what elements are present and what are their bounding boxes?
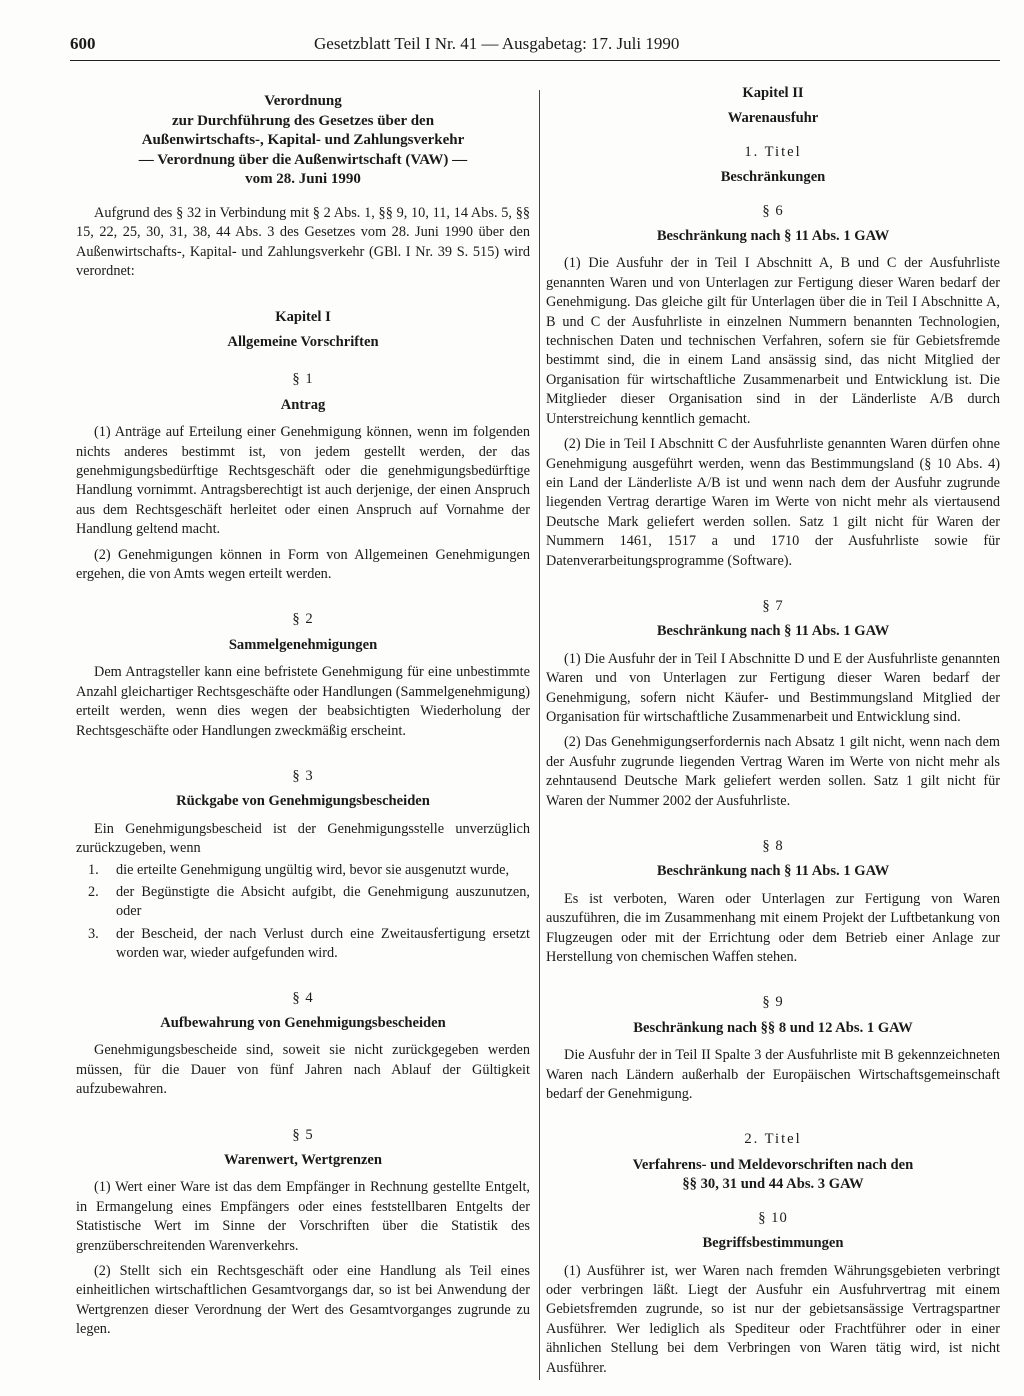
title-1-heading: Beschränkungen — [720, 169, 826, 186]
section-5-para-2: (2) Stellt sich ein Rechtsgeschäft oder eine Handlung als Teil eines einheitlichen wirtschaftlichen Gesamtvorgangs dar, so ist bei Anwendung der Wertgrenzen dieser Verordnung der Wert des Gesamtvorganges zugrunde zu legen. — [76, 1263, 530, 1338]
gazette-title: Gesetzblatt Teil I Nr. 41 — Ausgabetag: 17. Juli 1990 — [314, 34, 680, 53]
section-5-number: § 5 — [292, 1126, 314, 1143]
left-column — [76, 84, 530, 1340]
title-2-heading-line-1: Verfahrens- und Meldevorschriften nach den — [632, 1156, 914, 1173]
section-3-number: § 3 — [292, 767, 314, 784]
right-column — [546, 84, 1000, 1378]
section-9-number: § 9 — [762, 994, 784, 1011]
section-1-number: § 1 — [292, 371, 314, 388]
column-divider — [539, 90, 540, 1380]
title-1-number: 1. Titel — [744, 143, 802, 160]
section-7-number: § 7 — [762, 597, 784, 614]
section-1-heading: Antrag — [280, 396, 326, 413]
section-6-para-2: (2) Die in Teil I Abschnitt C der Ausfuhrliste genannten Waren dürfen ohne Genehmigung ausgeführt werden, wenn das Bestimmungsland (§ 10 Abs. 4) ein Land der Länderliste A/B ist und wenn nach dem der Ausfuhr zugrunde liegenden Vertrag derartige Waren im Werte von nicht mehr als viertausend Deutsche Mark geliefert werden sollen. Satz 1 gilt nicht für Waren der Nummern 1461, 1517 a und 1710 der Ausfuhrliste sowie für Datenverarbeitungsprogramme (Software). — [546, 436, 1000, 569]
list-item — [76, 861, 530, 880]
section-9-heading: Beschränkung nach §§ 8 und 12 Abs. 1 GAW — [633, 1019, 913, 1036]
list-item-number: 2. — [88, 883, 99, 900]
section-10-para-1: (1) Ausführer ist, wer Waren nach fremden Währungsgebieten verbringt oder verbringen läßt. Liegt der Ausfuhr ein Ausfuhrvertrag mit einem Gebietsfremden zugrunde, so ist nur der gebietsansässige Vertragspartner Ausführer. Wer lediglich als Spediteur oder Frachtführer oder in einer ähnlichen Stellung bei dem Verbringen von Waren tätig wird, ist nicht Ausführer. — [546, 1262, 1000, 1376]
section-5-heading: Warenwert, Wertgrenzen — [223, 1152, 383, 1168]
page-number: 600 — [70, 34, 96, 53]
section-7-heading: Beschränkung nach § 11 Abs. 1 GAW — [656, 623, 890, 640]
section-4-number: § 4 — [292, 989, 314, 1006]
section-7-para-1: (1) Die Ausfuhr der in Teil I Abschnitte D und E der Ausfuhrliste genannten Waren und von Unterlagen zur Fertigung dieser Waren bedarf der Genehmigung, sofern nicht Käufer- und Bestimmungsland Mitglied der Organisation für wirtschaftliche Zusammenarbeit und Entwicklung sind. — [546, 650, 1000, 725]
title-line-3: Außenwirtschafts-, Kapital- und Zahlungsverkehr — [141, 132, 465, 149]
section-6-heading: Beschränkung nach § 11 Abs. 1 GAW — [656, 228, 890, 245]
section-2-para-1: Dem Antragsteller kann eine befristete Genehmigung für eine unbestimmte Anzahl gleichartiger Rechtsgeschäfte oder Handlungen (Sammelgenehmigung) erteilt werden, wenn dies wegen der beabsichtigten Wiederholung der Rechtsgeschäfte oder Handlungen zweckmäßig erscheint. — [76, 664, 530, 739]
section-2-number: § 2 — [292, 611, 314, 628]
chapter-1-number: Kapitel I — [275, 308, 331, 325]
section-4-para-1: Genehmigungsbescheide sind, soweit sie nicht zurückgegeben werden müssen, für die Dauer von fünf Jahren nach Ablauf der Gültigkeit aufzubewahren. — [76, 1042, 530, 1098]
chapter-2-title: Warenausfuhr — [727, 110, 819, 127]
section-7-para-2: (2) Das Genehmigungserfordernis nach Absatz 1 gilt nicht, wenn nach dem der Ausfuhr zugrunde liegenden Vertrag Waren im Werte von nicht mehr als zehntausend Deutsche Mark geliefert werden sollen. Satz 1 gilt nicht für Waren der Nummer 2002 der Ausfuhrliste. — [546, 734, 1000, 809]
list-item-text: der Begünstigte die Absicht aufgibt, die Genehmigung auszunutzen, oder — [116, 883, 530, 920]
list-item-number: 3. — [88, 925, 99, 942]
section-6-para-1: (1) Die Ausfuhr der in Teil I Abschnitt A, B und C der Ausfuhrliste genannten Waren und von Unterlagen zur Fertigung dieser Waren bedarf der Genehmigung. Das gleiche gilt für Unterlagen über die in Teil I Abschnitte A, B und C der Ausfuhrliste in einzelnen Nummern benannten Technologien, technischen Daten und technischen Verfahren, sofern sie für Gebietsfremde bestimmt sind, die in einem Land ansässig sind, das nicht Mitglied der Organisation für wirtschaftliche Zusammenarbeit und Entwicklung ist. Die Mitglieder dieser Organisation sind in der Länderliste A/B durch Unterstreichung kenntlich gemacht. — [546, 255, 1000, 427]
section-1-para-1: (1) Anträge auf Erteilung einer Genehmigung können, wenn im folgenden nichts anderes bestimmt ist, von jedem gestellt werden, der das genehmigungsbedürftige Rechtsgeschäft oder die genehmigungsbedürftige Handlung vornimmt. Antragsberechtigt ist auch derjenige, der einen Anspruch aus dem Rechtsgeschäft herleitet oder einen Anspruch auf Vornahme der Handlung geltend macht. — [76, 424, 530, 538]
list-item — [76, 883, 530, 922]
title-2-number: 2. Titel — [744, 1131, 802, 1148]
page-header — [70, 34, 970, 58]
section-8-para-1: Es ist verboten, Waren oder Unterlagen zur Fertigung von Waren auszuführen, die im Zusammenhang mit einem Projekt der Luftbetankung von Flugzeugen oder mit der Errichtung oder dem Betrieb einer Anlage zur Herstellung von chemischen Waffen stehen. — [546, 890, 1000, 966]
section-3-list — [76, 861, 530, 964]
title-line-2: zur Durchführung des Gesetzes über den — [171, 112, 435, 129]
title-line-5: vom 28. Juni 1990 — [245, 171, 361, 188]
list-item-number: 1. — [88, 861, 99, 878]
section-8-number: § 8 — [762, 838, 784, 854]
title-line-4: — Verordnung über die Außenwirtschaft (VAW) — — [138, 151, 468, 168]
section-2-heading: Sammelgenehmigungen — [228, 636, 378, 653]
list-item-text: die erteilte Genehmigung ungültig wird, bevor sie ausgenutzt wurde, — [116, 861, 510, 878]
section-4-heading: Aufbewahrung von Genehmigungsbescheiden — [160, 1014, 446, 1031]
ordinance-title — [76, 92, 530, 190]
section-1-para-2: (2) Genehmigungen können in Form von Allgemeinen Genehmigungen ergehen, die von Amts wegen erteilt werden. — [76, 546, 530, 583]
list-item — [76, 925, 530, 964]
chapter-1-title: Allgemeine Vorschriften — [227, 334, 379, 350]
header-rule — [70, 60, 1000, 61]
section-6-number: § 6 — [762, 202, 784, 219]
section-5-para-1: (1) Wert einer Ware ist das dem Empfänger in Rechnung gestellte Entgelt, in Ermangelung eines Empfängers oder eines feststellbaren Entgelts der Statistische Wert im Sinne der Vorschriften über die Statistik des grenzüberschreitenden Warenverkehrs. — [76, 1179, 530, 1254]
preamble: Aufgrund des § 32 in Verbindung mit § 2 Abs. 1, §§ 9, 10, 11, 14 Abs. 5, §§ 15, 22, 25, 30, 31, 38, 44 Abs. 3 des Gesetzes vom 28. Juni 1990 über den Außenwirtschafts-, Kapital- und Zahlungsverkehr (GBl. I Nr. 39 S. 515) wird verordnet: — [76, 204, 530, 280]
section-9-para-1: Die Ausfuhr der in Teil II Spalte 3 der Ausfuhrliste mit B gekennzeichneten Waren nach Ländern außerhalb der Europäischen Wirtschaftsgemeinschaft bedarf der Genehmigung. — [546, 1047, 1000, 1103]
section-10-heading: Begriffsbestimmungen — [702, 1235, 844, 1252]
section-3-intro: Ein Genehmigungsbescheid ist der Genehmigungsstelle unverzüglich zurückzugeben, wenn — [76, 820, 530, 857]
section-10-number: § 10 — [758, 1209, 788, 1226]
list-item-text: der Bescheid, der nach Verlust durch eine Zweitausfertigung ersetzt worden war, wieder aufgefunden wird. — [116, 925, 530, 962]
section-8-heading: Beschränkung nach § 11 Abs. 1 GAW — [656, 863, 890, 880]
title-line-1: Verordnung — [264, 93, 342, 109]
chapter-2-number: Kapitel II — [742, 85, 804, 101]
title-2-heading-line-2: §§ 30, 31 und 44 Abs. 3 GAW — [682, 1176, 864, 1193]
section-3-heading: Rückgabe von Genehmigungsbescheiden — [176, 793, 430, 810]
